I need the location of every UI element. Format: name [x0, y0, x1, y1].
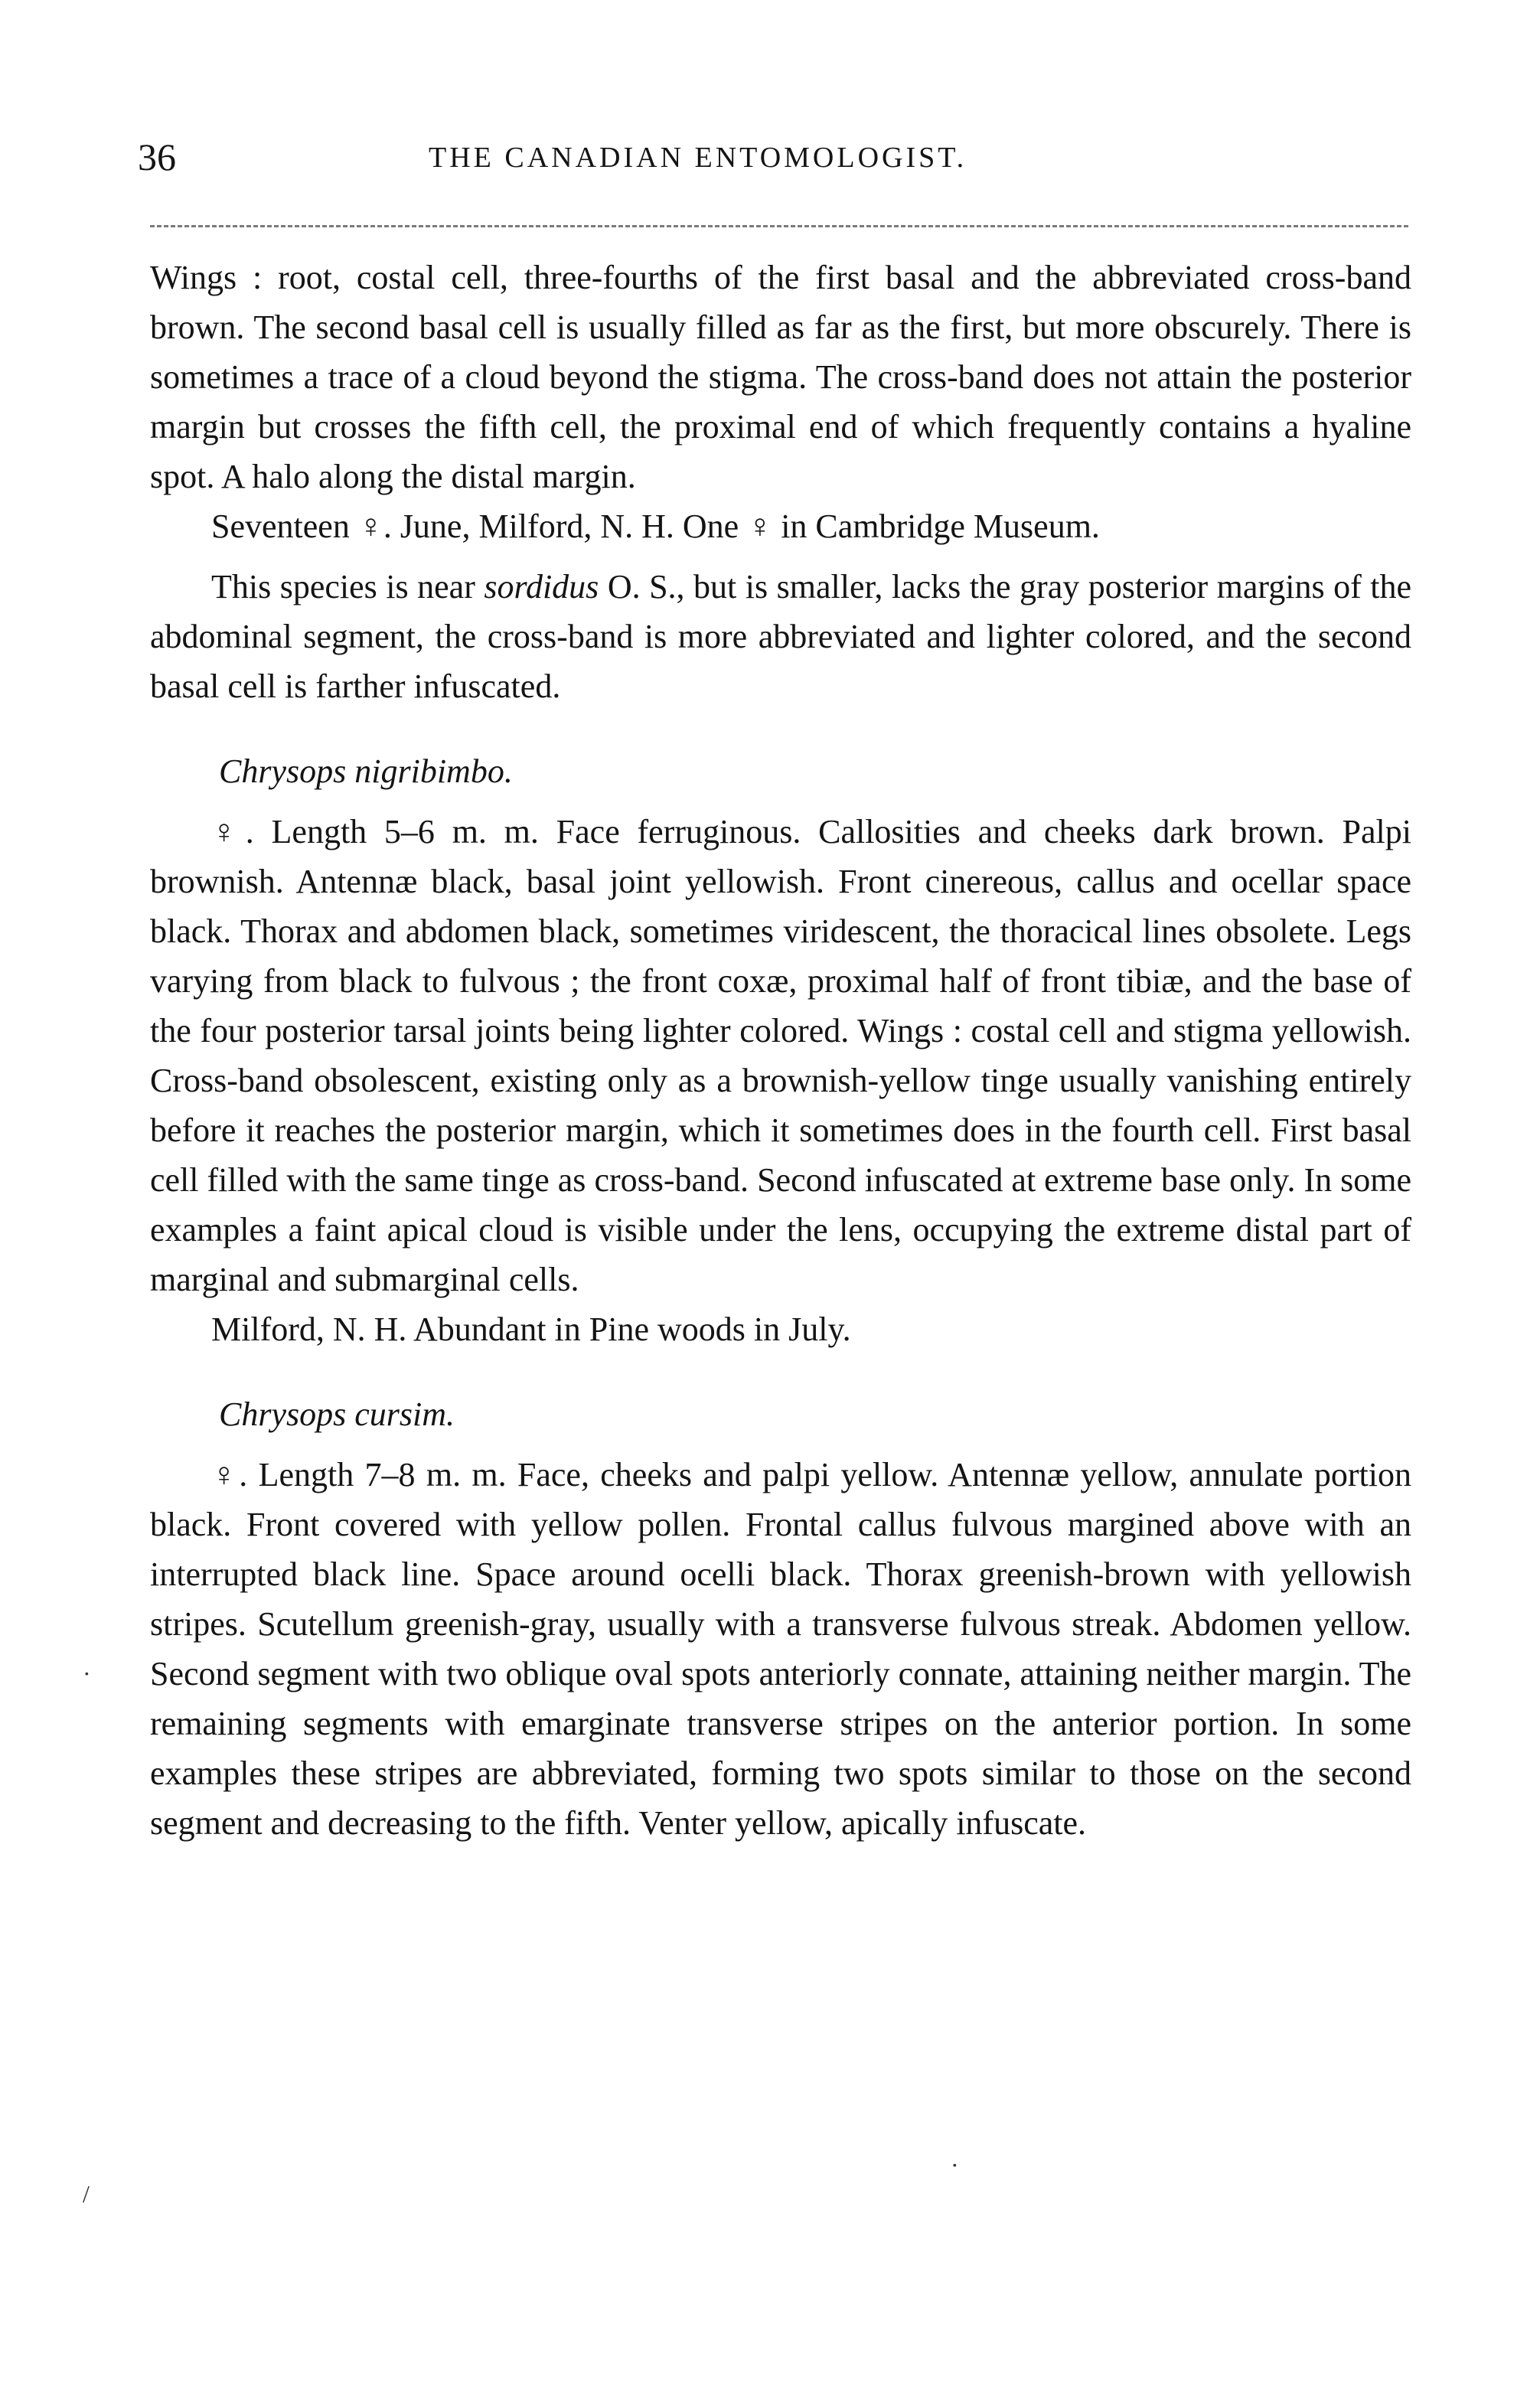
paragraph-wings-description: Wings : root, costal cell, three-fourths of the first basal and the abbreviated cross-band brown. The second basal cell is usually filled as far as the first, but more obscurely. There is sometimes a trace of a cloud beyond the stigma. The cross-band does not attain the posterior margin but crosses the fifth cell, the proximal end of which frequently contains a hyaline spot. A halo along the distal margin.: [150, 259, 1411, 495]
margin-dot: ·: [951, 2151, 959, 2179]
comparison-text-end: O. S., but is smaller, lacks the gray posterior margins of the abdominal segment, the cross-band is more abbreviated and lighter colored, and the second basal cell is farther infuscated.: [150, 568, 1411, 705]
margin-dot: ·: [83, 1660, 91, 1687]
species-heading-cursim: Chrysops cursim.: [219, 1395, 455, 1433]
running-head: [138, 130, 1408, 184]
journal-title: THE CANADIAN ENTOMOLOGIST.: [429, 142, 967, 174]
paragraph-species-comparison: [150, 562, 1411, 711]
paragraph-specimen-record: Seventeen ♀. June, Milford, N. H. One ♀ in Cambridge Museum.: [211, 508, 1100, 545]
header-rule: [150, 225, 1408, 227]
species-heading-nigribimbo: Chrysops nigribimbo.: [219, 752, 513, 790]
page-number: 36: [138, 135, 176, 178]
paragraph-nigribimbo-description: ♀. Length 5–6 m. m. Face ferruginous. Callosities and cheeks dark brown. Palpi brownish. Antennæ black, basal joint yellowish. Front cinereous, callus and ocellar space black. Thorax and abdomen black, sometimes viridescent, the thoracical lines obsolete. Legs varying from black to fulvous ; the front coxæ, proximal half of front tibiæ, and the base of the four posterior tarsal joints being lighter colored. Wings : costal cell and stigma yellowish. Cross-band obsolescent, existing only as a brownish-yellow tinge usually vanishing entirely before it reaches the posterior margin, which it sometimes does in the fourth cell. First basal cell filled with the same tinge as cross-band. Second infuscated at extreme base only. In some examples a faint apical cloud is visible under the lens, occupying the extreme distal part of marginal and submarginal cells.: [150, 813, 1411, 1298]
body-text: [150, 253, 1411, 1848]
comparison-text-start: This species is near: [211, 568, 485, 605]
species-name-sordidus: sordidus: [484, 568, 599, 605]
margin-dot: /: [83, 2180, 90, 2208]
paragraph-nigribimbo-locality: Milford, N. H. Abundant in Pine woods in July.: [211, 1311, 851, 1348]
paragraph-cursim-description: ♀. Length 7–8 m. m. Face, cheeks and palpi yellow. Antennæ yellow, annulate portion black. Front covered with yellow pollen. Frontal callus fulvous margined above with an interrupted black line. Space around ocelli black. Thorax greenish-brown with yellowish stripes. Scutellum greenish-gray, usually with a transverse fulvous streak. Abdomen yellow. Second segment with two oblique oval spots anteriorly connate, attaining neither margin. The remaining segments with emarginate transverse stripes on the anterior portion. In some examples these stripes are abbreviated, forming two spots similar to those on the second segment and decreasing to the fifth. Venter yellow, apically infuscate.: [150, 1456, 1412, 1842]
